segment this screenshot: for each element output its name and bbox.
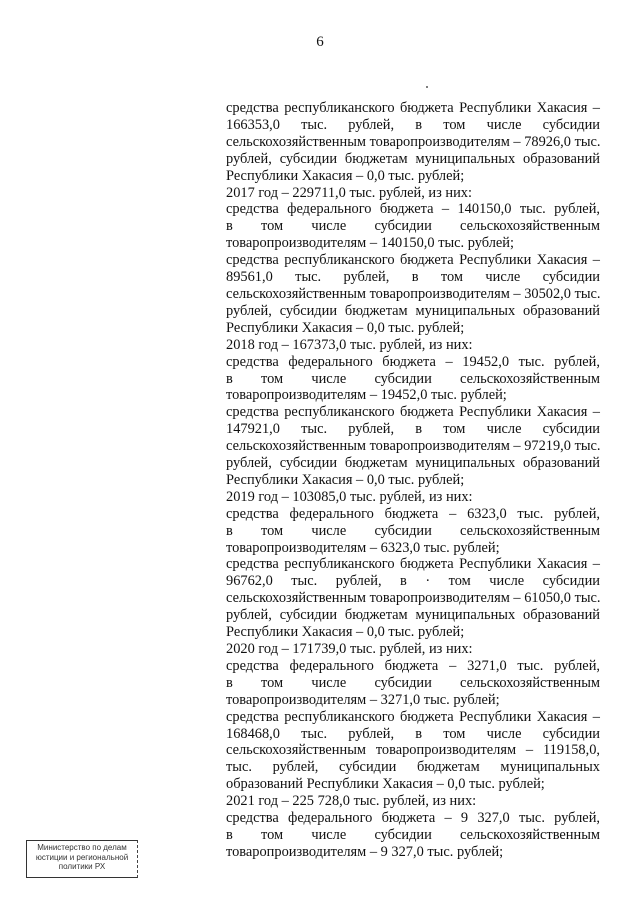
text-line: рублей, субсидии бюджетам муниципальных образований [226, 607, 600, 624]
text-line: Республики Хакасия – 0,0 тыс. рублей; [226, 167, 465, 184]
text-line: 2019 год – 103085,0 тыс. рублей, из них: [226, 488, 473, 505]
text-line: средства федерального бюджета – 6323,0 тыс. рублей, [226, 505, 600, 522]
paragraph [226, 404, 600, 489]
document-body [226, 100, 600, 861]
stamp-text-line: юстиции и региональной [35, 852, 129, 862]
text-line: средства федерального бюджета – 19452,0 тыс. рублей, [226, 353, 600, 370]
text-line: средства федерального бюджета – 140150,0 тыс. рублей, [226, 201, 600, 218]
text-line: образований Республики Хакасия – 0,0 тыс. рублей; [226, 776, 545, 793]
paragraph [226, 658, 600, 709]
text-line: товаропроизводителям – 19452,0 тыс. рублей; [226, 387, 507, 404]
text-line: сельскохозяйственным товаропроизводителям – 61050,0 тыс. [226, 590, 601, 607]
paragraph [226, 252, 600, 337]
paragraph [226, 506, 600, 557]
paragraph [226, 793, 600, 810]
paragraph [226, 641, 600, 658]
text-line: средства федерального бюджета – 9 327,0 тыс. рублей, [226, 810, 600, 827]
text-line: средства республиканского бюджета Республики Хакасия – [226, 404, 600, 421]
paragraph [226, 489, 600, 506]
stamp-text-line: Министерство по делам [37, 843, 127, 852]
text-line: сельскохозяйственным товаропроизводителям – 78926,0 тыс. [226, 133, 601, 150]
text-line: 2017 год – 229711,0 тыс. рублей, из них: [226, 184, 473, 201]
text-line: средства республиканского бюджета Республики Хакасия – [226, 252, 600, 269]
text-line: сельскохозяйственным товаропроизводителям – 30502,0 тыс. [226, 285, 601, 302]
text-line: Республики Хакасия – 0,0 тыс. рублей; [226, 319, 465, 336]
text-line: в том числе субсидии сельскохозяйственным [226, 522, 600, 539]
paragraph [226, 354, 600, 405]
text-line: 168468,0 тыс. рублей, в том числе субсидии [226, 725, 600, 742]
text-line: 89561,0 тыс. рублей, в том числе субсидии [226, 269, 600, 286]
text-line: Республики Хакасия – 0,0 тыс. рублей; [226, 471, 465, 488]
text-line: тыс. рублей, субсидии бюджетам муниципальных [226, 759, 600, 776]
text-line: средства республиканского бюджета Республики Хакасия – [226, 100, 600, 116]
text-line: средства республиканского бюджета Республики Хакасия – [226, 708, 600, 725]
text-line: 147921,0 тыс. рублей, в том числе субсидии [226, 421, 600, 438]
text-line: в том числе субсидии сельскохозяйственным [226, 370, 600, 387]
text-line: товаропроизводителям – 6323,0 тыс. рублей; [226, 539, 500, 556]
registration-stamp [26, 840, 138, 878]
text-line: 96762,0 тыс. рублей, в · том числе субсидии [226, 573, 600, 590]
stamp-text-line: политики РХ [58, 862, 106, 871]
text-line: рублей, субсидии бюджетам муниципальных образований [226, 150, 600, 167]
text-line: в том числе субсидии сельскохозяйственным [226, 826, 600, 843]
text-line: рублей, субсидии бюджетам муниципальных образований [226, 455, 600, 472]
paragraph [226, 185, 600, 202]
text-line: 166353,0 тыс. рублей, в том числе субсидии [226, 116, 600, 133]
text-line: товаропроизводителям – 9 327,0 тыс. рублей; [226, 843, 504, 860]
text-line: в том числе субсидии сельскохозяйственным [226, 674, 600, 691]
text-line: сельскохозяйственным товаропроизводителям – 97219,0 тыс. [226, 438, 601, 455]
paragraph [226, 709, 600, 794]
paragraph [226, 100, 600, 185]
text-line: сельскохозяйственным товаропроизводителям – 119158,0, [226, 742, 600, 759]
text-line: рублей, субсидии бюджетам муниципальных образований [226, 302, 600, 319]
text-line: товаропроизводителям – 3271,0 тыс. рублей; [226, 691, 500, 708]
paragraph [226, 556, 600, 641]
text-line: Республики Хакасия – 0,0 тыс. рублей; [226, 624, 465, 641]
text-line: средства республиканского бюджета Республики Хакасия – [226, 556, 600, 573]
text-line: в том числе субсидии сельскохозяйственным [226, 218, 600, 235]
text-line: средства федерального бюджета – 3271,0 тыс. рублей, [226, 657, 600, 674]
paragraph [226, 337, 600, 354]
paragraph [226, 201, 600, 252]
paragraph [226, 810, 600, 861]
text-line: 2018 год – 167373,0 тыс. рублей, из них: [226, 336, 473, 353]
text-line: товаропроизводителям – 140150,0 тыс. рублей; [226, 235, 514, 252]
page-number: 6 [316, 34, 324, 50]
text-line: 2021 год – 225 728,0 тыс. рублей, из них: [226, 793, 477, 810]
scan-speck [426, 86, 428, 88]
text-line: 2020 год – 171739,0 тыс. рублей, из них: [226, 641, 473, 657]
